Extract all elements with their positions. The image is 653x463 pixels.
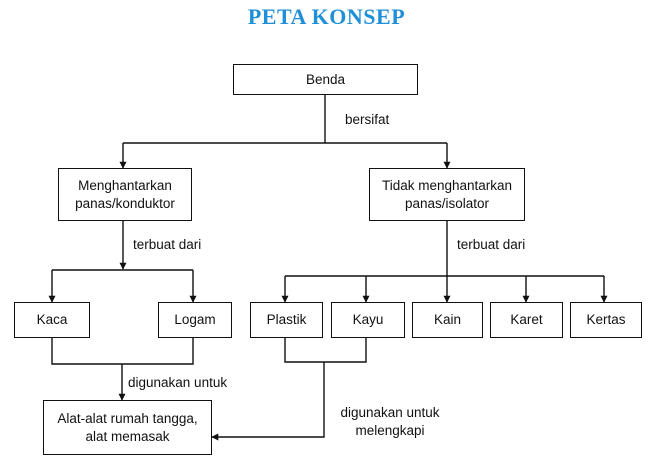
diagram-title: PETA KONSEP <box>247 4 406 29</box>
node-plastik: Plastik <box>250 302 323 338</box>
edge-plastik-kayu-join <box>285 338 366 362</box>
node-karet: Karet <box>490 302 563 338</box>
node-kertas: Kertas <box>570 302 642 338</box>
node-kaca: Kaca <box>14 302 90 338</box>
node-logam: Logam <box>158 302 232 338</box>
node-isolator: Tidak menghantarkan panas/isolator <box>369 168 525 221</box>
label-bersifat: bersifat <box>345 112 390 127</box>
edge-melengkapi <box>212 362 324 437</box>
node-kain: Kain <box>412 302 483 338</box>
node-konduktor: Menghantarkan panas/konduktor <box>58 168 192 221</box>
node-kayu: Kayu <box>331 302 405 338</box>
label-digunakan-untuk: digunakan untuk <box>128 375 228 390</box>
edge-kaca-logam-join <box>52 338 193 364</box>
node-benda: Benda <box>233 64 418 95</box>
label-terbuat-dari-right: terbuat dari <box>457 237 526 252</box>
node-rumah-tangga: Alat-alat rumah tangga, alat memasak <box>43 400 212 455</box>
label-digunakan-untuk-melengkapi: digunakan untuk melengkapi <box>340 405 440 438</box>
label-terbuat-dari-left: terbuat dari <box>133 237 202 252</box>
